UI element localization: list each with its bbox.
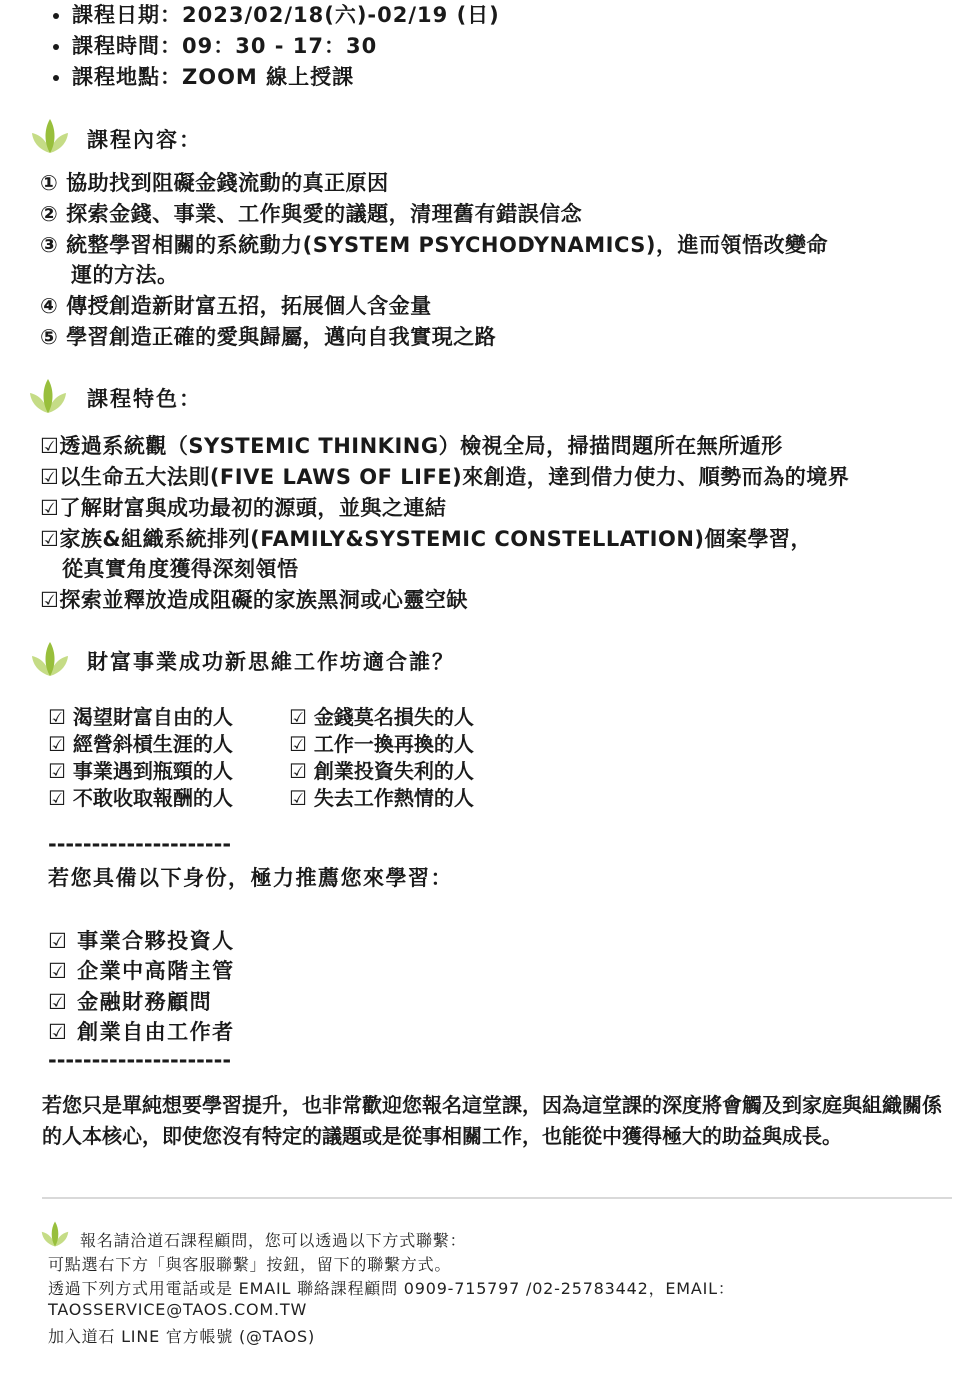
contact-line-account: 加入道石 LINE 官方帳號 (@TAOS) <box>48 1327 315 1346</box>
content-section-title: 課程內容： <box>87 128 202 152</box>
audience-left-2: ☑ 經營斜槓生涯的人 <box>48 732 233 756</box>
audience-section-title: 財富事業成功新思維工作坊適合誰？ <box>87 650 455 674</box>
feature-item-4: ☑家族&組織系統排列(FAMILY&SYSTEMIC CONSTELLATION)個案學習， <box>40 527 813 551</box>
course-date: • 課程日期：2023/02/18(六)-02/19 (日) <box>72 0 500 31</box>
audience-right-2: ☑ 工作一換再換的人 <box>289 732 474 756</box>
leaf-icon <box>30 640 70 678</box>
recommend-item-2: ☑ 企業中高階主管 <box>48 959 235 983</box>
content-item-1: ① 協助找到阻礙金錢流動的真正原因 <box>40 171 389 195</box>
course-time: • 課程時間：09：30 - 17：30 <box>72 31 500 62</box>
content-item-3-cont: 運的方法。 <box>71 263 179 287</box>
feature-item-4-cont: 從真實角度獲得深刻領悟 <box>62 557 299 581</box>
contact-line-2: 可點選右下方「與客服聯繫」按鈕，留下的聯繫方式。 <box>48 1255 452 1274</box>
contact-line-3: 透過下列方式用電話或是 EMAIL 聯絡課程顧問 0909-715797 /02-25783442，EMAIL： <box>48 1279 735 1298</box>
audience-left-1: ☑ 渴望財富自由的人 <box>48 705 233 729</box>
feature-item-3: ☑了解財富與成功最初的源頭，並與之連結 <box>40 496 447 520</box>
recommend-title: 若您具備以下身份，極力推薦您來學習： <box>48 866 453 890</box>
leaf-icon <box>40 1220 70 1248</box>
feature-item-2: ☑以生命五大法則(FIVE LAWS OF LIFE)來創造，達到借力使力、順勢而為的境界 <box>40 465 850 489</box>
leaf-icon <box>30 117 70 155</box>
feature-item-1: ☑透過系統觀（SYSTEMIC THINKING）檢視全局，掃描問題所在無所遁形 <box>40 434 783 458</box>
dash-separator: --------------------- <box>48 832 232 856</box>
audience-right-1: ☑ 金錢莫名損失的人 <box>289 705 474 729</box>
recommend-item-1: ☑ 事業合夥投資人 <box>48 929 235 953</box>
audience-left-3: ☑ 事業遇到瓶頸的人 <box>48 759 233 783</box>
course-info-list <box>50 0 500 93</box>
course-location: • 課程地點：ZOOM 線上授課 <box>72 62 500 93</box>
content-item-3: ③ 統整學習相關的系統動力(SYSTEM PSYCHODYNAMICS)，進而領悟改變命 <box>40 233 829 257</box>
features-section-title: 課程特色： <box>87 387 202 411</box>
content-item-5: ⑤ 學習創造正確的愛與歸屬，邁向自我實現之路 <box>40 325 497 349</box>
recommend-item-4: ☑ 創業自由工作者 <box>48 1020 235 1044</box>
feature-item-5: ☑探索並釋放造成阻礙的家族黑洞或心靈空缺 <box>40 588 468 612</box>
audience-right-4: ☑ 失去工作熱情的人 <box>289 786 474 810</box>
invitation-paragraph: 若您只是單純想要學習提升，也非常歡迎您報名這堂課，因為這堂課的深度將會觸及到家庭與組織關係的人本核心，即使您沒有特定的議題或是從事相關工作，也能從中獲得極大的助益與成長。 <box>42 1093 942 1148</box>
contact-line-1: 報名請洽道石課程顧問，您可以透過以下方式聯繫： <box>80 1231 467 1250</box>
dash-separator: --------------------- <box>48 1048 232 1072</box>
leaf-icon <box>28 377 68 415</box>
content-item-4: ④ 傳授創造新財富五招，拓展個人含金量 <box>40 294 432 318</box>
recommend-item-3: ☑ 金融財務顧問 <box>48 990 213 1014</box>
audience-left-4: ☑ 不敢收取報酬的人 <box>48 786 233 810</box>
content-item-2: ② 探索金錢、事業、工作與愛的議題，清理舊有錯誤信念 <box>40 202 583 226</box>
audience-right-3: ☑ 創業投資失利的人 <box>289 759 474 783</box>
contact-email[interactable]: TAOSSERVICE@TAOS.COM.TW <box>48 1300 308 1319</box>
divider <box>42 1197 952 1199</box>
